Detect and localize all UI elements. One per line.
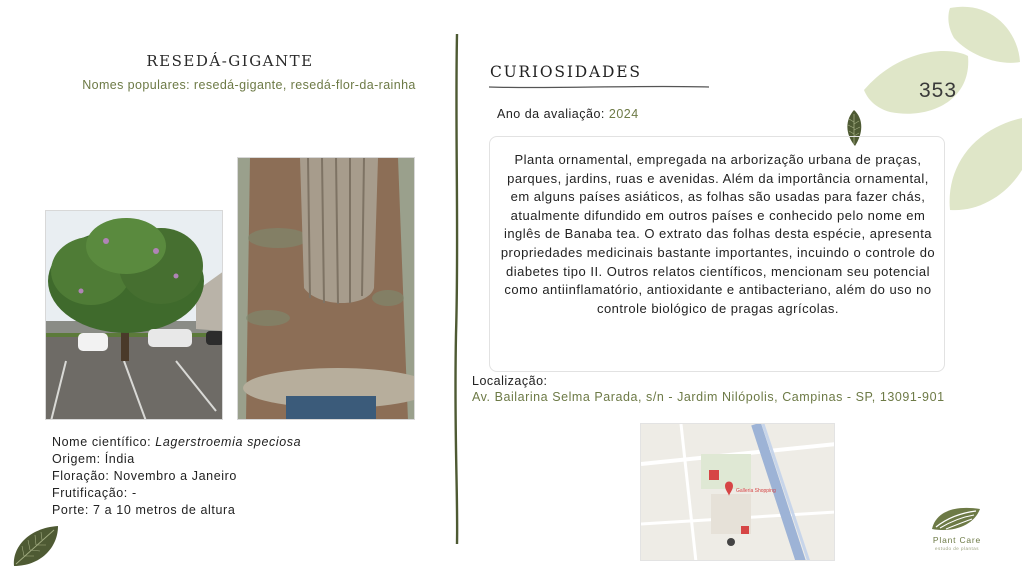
curiosities-box (489, 136, 945, 372)
scientific-name: Lagerstroemia speciosa (155, 435, 302, 449)
location-map[interactable] (640, 423, 835, 561)
location-label: Localização: (472, 374, 548, 388)
year-value: 2024 (608, 107, 639, 121)
species-info (52, 434, 432, 519)
location-address: Av. Bailarina Selma Parada, s/n - Jardim Nilópolis, Campinas - SP, 13091-901 (472, 390, 945, 404)
plant-care-logo-icon (930, 503, 982, 533)
tree-photo (45, 210, 223, 420)
origin: Origem: Índia (52, 452, 135, 466)
flowering: Floração: Novembro a Janeiro (52, 469, 237, 483)
curiosities-heading: CURIOSIDADES (490, 63, 642, 81)
map-shopping-label: Galleria Shopping (736, 488, 776, 494)
evaluation-year: Ano da avaliação: 2024 (497, 107, 639, 121)
trunk-photo (237, 157, 415, 420)
heading-underline (489, 84, 709, 90)
popular-names: Nomes populares: resedá-gigante, resedá-flor-da-rainha (82, 78, 416, 92)
logo-tagline: estudo de plantas (934, 546, 980, 551)
fruiting: Frutificação: - (52, 486, 137, 500)
page-title: RESEDÁ-GIGANTE (146, 52, 314, 70)
size: Porte: 7 a 10 metros de altura (52, 503, 236, 517)
vertical-divider (452, 34, 462, 544)
leaf-icon (8, 522, 62, 570)
logo-name: Plant Care (932, 535, 982, 545)
page-number: 353 (918, 79, 958, 102)
curiosities-text: Planta ornamental, empregada na arborização urbana de praças, parques, jardins, ruas e avenidas. Além da importância ornamental, em alguns países asiáticos, as folhas são usadas para fazer chás, atualmente difundido em outros países e conhecido pelo nome em inglês de Banaba tea. O extrato das folhas desta espécie, apresenta propriedades medicinais bastante importantes, incuindo o controle do diabetes tipo II. Outros relatos científicos, mencionam seu potencial como antiinflamatório, antioxidante e antibacteriano, além do uso no controle biológico de pragas agrícolas. (500, 152, 936, 316)
scientific-name-row: Nome científico: Lagerstroemia speciosa (52, 435, 302, 449)
